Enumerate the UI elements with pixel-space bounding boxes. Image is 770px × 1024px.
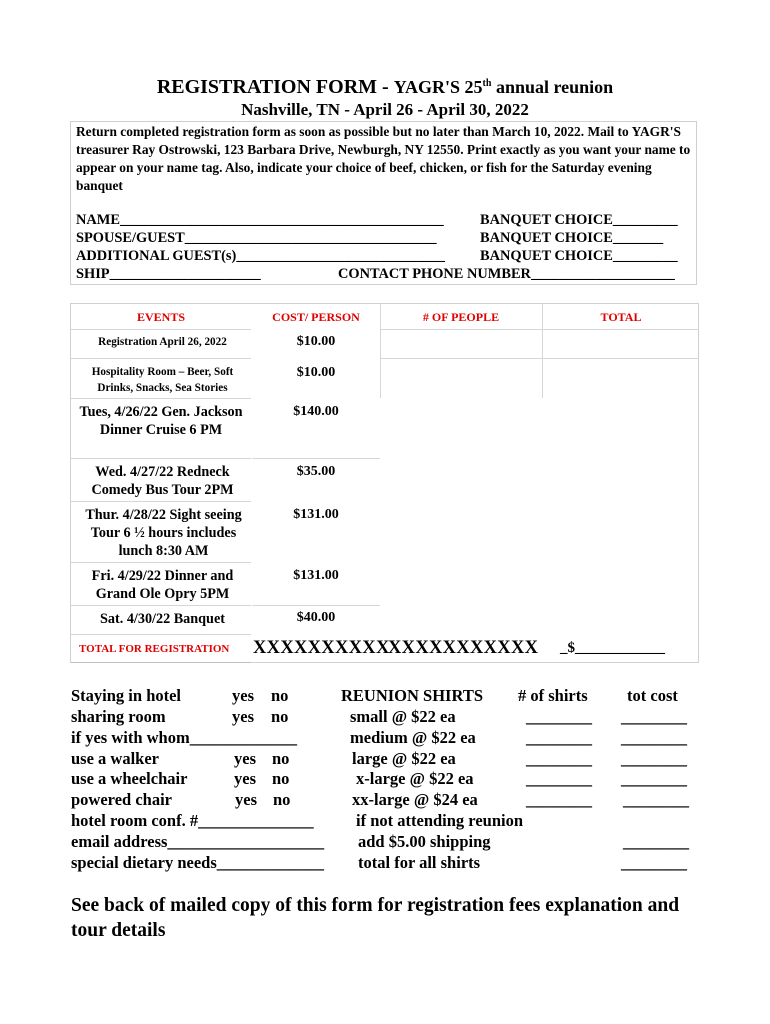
medium-count-field[interactable]: ________ <box>526 728 592 747</box>
event-cost: $140.00 <box>293 404 339 419</box>
shirt-size-small: small @ $22 ea <box>350 707 456 726</box>
not-attending-note: if not attending reunion <box>356 811 524 830</box>
event-name: Sat. 4/30/22 Banquet <box>100 611 225 627</box>
row-divider <box>252 605 380 606</box>
hotel-confirmation-field[interactable]: hotel room conf. #______________ <box>71 811 314 830</box>
xxlarge-cost-field[interactable]: ________ <box>623 790 689 809</box>
contact-phone-field[interactable]: CONTACT PHONE NUMBER____________________ <box>338 266 675 282</box>
row-divider <box>252 458 380 459</box>
shirt-count-header: # of shirts <box>518 686 588 705</box>
event-name: Registration April 26, 2022 <box>98 336 227 348</box>
event-name: Fri. 4/29/22 Dinner and Grand Ole Opry 5PM <box>91 568 234 602</box>
room-partner-field[interactable]: if yes with whom_____________ <box>71 728 297 747</box>
hotel-yes-option[interactable]: yes <box>232 686 254 705</box>
row-divider <box>71 662 251 663</box>
column-divider <box>542 304 543 398</box>
shipping-note: add $5.00 shipping <box>358 832 491 851</box>
event-name: Hospitality Room – Beer, Soft Drinks, Snacks, Sea Stories <box>91 366 234 394</box>
registrant-info-box <box>70 121 697 285</box>
row-divider <box>71 398 251 399</box>
footer-note: See back of mailed copy of this form for registration fees explanation and tour details <box>71 895 680 941</box>
reunion-shirts-heading: REUNION SHIRTS <box>341 686 483 705</box>
instructions-text: Return completed registration form as soon as possible but no later than March 10, 2022. Mail to YAGR'S treasurer Ray Ostrowski, 123 Barbara Drive, Newburgh, NY 12550. Print exactly as you want your name to appear on your name tag. Also, indicate your choice of beef, chicken, or fish for the Saturday evening banquet <box>76 124 691 193</box>
shirts-total-field[interactable]: ________ <box>621 853 687 872</box>
small-count-field[interactable]: ________ <box>526 707 592 726</box>
row-divider <box>71 562 251 563</box>
shirt-size-xlarge: x-large @ $22 ea <box>356 769 474 788</box>
xxlarge-count-field[interactable]: ________ <box>526 790 592 809</box>
event-cost: $35.00 <box>296 464 336 479</box>
large-count-field[interactable]: ________ <box>526 749 592 768</box>
shirts-total-label: total for all shirts <box>358 853 481 872</box>
row-divider <box>71 501 251 502</box>
event-cost: $10.00 <box>296 334 336 349</box>
small-cost-field[interactable]: ________ <box>621 707 687 726</box>
shipping-cost-field[interactable]: ________ <box>623 832 689 851</box>
title-superscript: th <box>482 78 492 89</box>
header-cost-per-person: COST/ PERSON <box>272 310 360 324</box>
event-cost: $131.00 <box>293 568 339 583</box>
title-org: YAGR'S 25 <box>393 77 483 97</box>
additional-guests-field[interactable]: ADDITIONAL GUEST(s)_____________________________ <box>76 248 445 264</box>
ship-field[interactable]: SHIP_____________________ <box>76 266 261 282</box>
name-field[interactable]: NAME_____________________________________________ <box>76 212 444 228</box>
wheelchair-yes-option[interactable]: yes <box>234 769 256 788</box>
title-reunion: annual reunion <box>491 77 614 97</box>
shirt-size-large: large @ $22 ea <box>352 749 456 768</box>
total-for-registration-label: TOTAL FOR REGISTRATION <box>79 643 230 655</box>
powered-chair-yes-option[interactable]: yes <box>235 790 257 809</box>
event-name: Thur. 4/28/22 Sight seeing Tour 6 ½ hours includes lunch 8:30 AM <box>85 507 242 559</box>
banquet-choice-2[interactable]: BANQUET CHOICE_______ <box>480 230 664 246</box>
row-divider <box>71 458 251 459</box>
event-name: Tues, 4/26/22 Gen. Jackson Dinner Cruise 6 PM <box>79 404 243 438</box>
large-cost-field[interactable]: ________ <box>621 749 687 768</box>
column-divider <box>380 304 381 398</box>
row-divider <box>71 358 251 359</box>
shirt-cost-header: tot cost <box>627 686 678 705</box>
row-divider <box>380 329 698 330</box>
hotel-no-option[interactable]: no <box>271 686 289 705</box>
events-table <box>70 303 699 663</box>
shirt-size-medium: medium @ $22 ea <box>350 728 476 747</box>
event-cost: $10.00 <box>296 365 336 380</box>
staying-in-hotel-label: Staying in hotel <box>71 686 182 705</box>
sharing-room-label: sharing room <box>71 707 166 726</box>
xlarge-cost-field[interactable]: ________ <box>621 769 687 788</box>
xlarge-count-field[interactable]: ________ <box>526 769 592 788</box>
wheelchair-no-option[interactable]: no <box>272 769 290 788</box>
title-main: REGISTRATION FORM - <box>156 76 394 98</box>
event-name: Wed. 4/27/22 Redneck Comedy Bus Tour 2PM <box>91 464 234 498</box>
powered-chair-label: powered chair <box>71 790 172 809</box>
form-title <box>0 76 770 99</box>
event-cost: $40.00 <box>296 610 336 625</box>
row-divider <box>71 605 251 606</box>
cost-placeholder-x: XXXXXXXXXX <box>253 638 390 658</box>
people-placeholder-x: XXXXXXXXXXX <box>388 638 539 658</box>
email-address-field[interactable]: email address___________________ <box>71 832 325 851</box>
walker-label: use a walker <box>71 749 159 768</box>
sharing-yes-option[interactable]: yes <box>232 707 254 726</box>
spouse-guest-field[interactable]: SPOUSE/GUEST___________________________________ <box>76 230 437 246</box>
walker-yes-option[interactable]: yes <box>234 749 256 768</box>
medium-cost-field[interactable]: ________ <box>621 728 687 747</box>
form-subtitle: Nashville, TN - April 26 - April 30, 2022 <box>241 100 529 119</box>
header-total: TOTAL <box>600 310 642 324</box>
powered-chair-no-option[interactable]: no <box>273 790 291 809</box>
wheelchair-label: use a wheelchair <box>71 769 188 788</box>
dietary-needs-field[interactable]: special dietary needs_____________ <box>71 853 324 872</box>
header-number-of-people: # OF PEOPLE <box>422 310 500 324</box>
shirt-size-xxlarge: xx-large @ $24 ea <box>352 790 478 809</box>
header-events: EVENTS <box>136 310 186 324</box>
event-cost: $131.00 <box>293 507 339 522</box>
row-divider <box>380 358 698 359</box>
walker-no-option[interactable]: no <box>272 749 290 768</box>
sharing-no-option[interactable]: no <box>271 707 289 726</box>
registration-total-field[interactable]: _$____________ <box>560 640 665 656</box>
row-divider <box>71 634 251 635</box>
banquet-choice-3[interactable]: BANQUET CHOICE_________ <box>480 248 678 264</box>
row-divider <box>71 329 251 330</box>
banquet-choice-1[interactable]: BANQUET CHOICE_________ <box>480 212 678 228</box>
